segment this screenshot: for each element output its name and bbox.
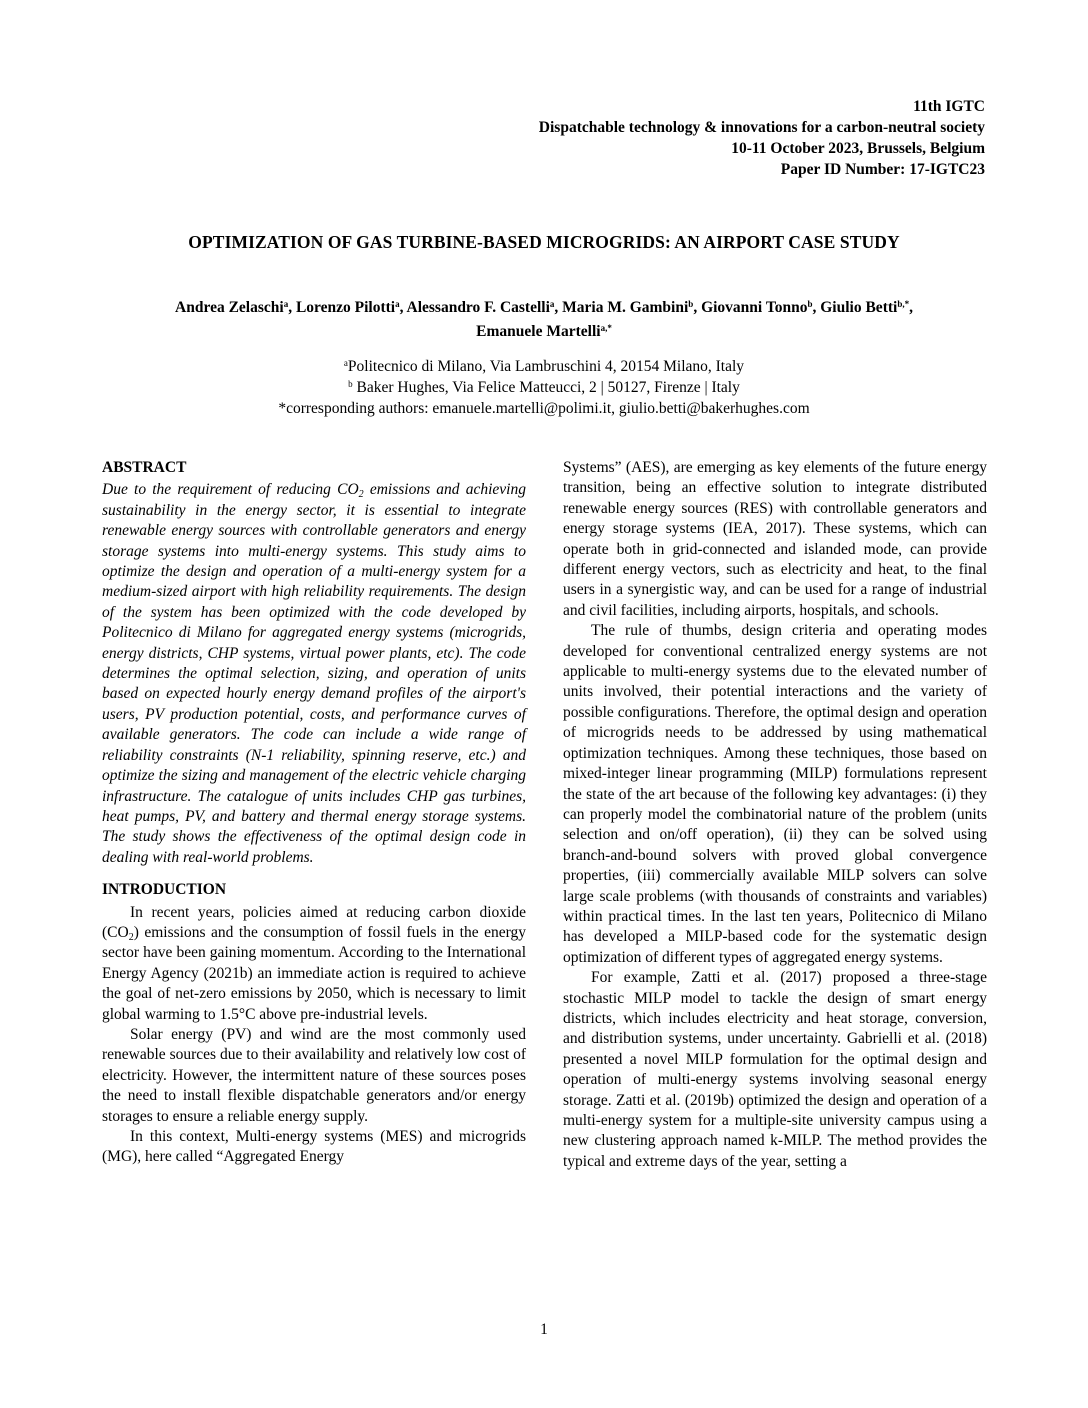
affiliation-a xyxy=(0,356,1088,377)
author-list: Andrea Zelaschi$^a$, Lorenzo Pilotti$^a$, Alessandro F. Castelli$^a$, Maria M. Gambini$^b$, Giovanni Tonno$^b$, Giulio Betti$^{b,*}$, Emanuele Martelli$^{a,*}$ xyxy=(175,299,913,340)
intro-paragraph-1 xyxy=(102,903,526,1025)
page-number: 1 xyxy=(540,1321,548,1338)
abstract-text-part: Due to the requirement of reducing CO xyxy=(102,481,359,499)
author-name: Giulio Betti xyxy=(820,299,898,316)
introduction-heading: INTRODUCTION xyxy=(102,881,227,899)
author-name: Andrea Zelaschi xyxy=(175,299,284,316)
affiliations xyxy=(0,356,1088,419)
author-affiliation-mark: a,* xyxy=(600,323,612,333)
affiliation-b xyxy=(0,377,1088,398)
author-affiliation-mark: b xyxy=(807,299,813,309)
conference-date-location: 10-11 October 2023, Brussels, Belgium xyxy=(731,140,985,157)
conference-theme: Dispatchable technology & innovations for a carbon-neutral society xyxy=(538,119,985,136)
intro-paragraph-5: For example, Zatti et al. (2017) proposed a three-stage stochastic MILP model to tackle the design of smart energy districts, which includes electricity and heat storage, conversion, and distribution systems, under uncertainty. Gabrielli et al. (2018) presented a novel MILP formulation for the optimal design and operation of multi-energy systems involving seasonal energy storage. Zatti et al. (2019b) optimized the design and operation of a multi-energy system for a multiple-site university campus using a new clustering approach named k-MILP. The method provides the typical and extreme days of the year, setting a xyxy=(563,969,987,1170)
conference-header xyxy=(539,96,985,180)
conference-name: 11th IGTC xyxy=(913,98,985,115)
author-name: Alessandro F. Castelli xyxy=(406,299,550,316)
author-name: Lorenzo Pilotti xyxy=(295,299,396,316)
intro-paragraph-3-continued: Systems” (AES), are emerging as key elements of the future energy transition, being an effective solution to integrate distributed renewable energy sources (RES) with controllable generators and energy storage systems (IEA, 2017). These systems, which can operate both in grid-connected and islanded mode, can provide different energy vectors, such as electricity and heat, to the final users in a synergistic way, and can be used for a range of industrial and civil facilities, including airports, hospitals, and schools. xyxy=(563,459,987,619)
abstract-text xyxy=(102,480,526,868)
corresponding-authors: *corresponding authors: emanuele.martelli@polimi.it, giulio.betti@bakerhughes.com xyxy=(278,400,810,417)
author-name: Emanuele Martelli xyxy=(476,323,601,340)
paragraph-text-part: In recent years, policies aimed at reducing carbon dioxide (CO xyxy=(102,903,526,941)
author-name: Giovanni Tonno xyxy=(701,299,808,316)
affiliation-mark: a xyxy=(343,358,348,368)
author-affiliation-mark: a xyxy=(283,299,289,309)
affiliation-text: Politecnico di Milano, Via Lambruschini 4, 20154 Milano, Italy xyxy=(347,358,745,375)
affiliation-mark: b xyxy=(348,379,353,389)
author-affiliation-mark: a xyxy=(549,299,555,309)
author-affiliation-mark: b xyxy=(688,299,694,309)
left-column xyxy=(102,458,526,1168)
paper-id: Paper ID Number: 17-IGTC23 xyxy=(780,161,985,178)
abstract-text-part: emissions and achieving sustainability in the energy sector, it is essential to integrate renewable energy sources with controllable generators and energy storage systems into multi-energy systems. This study aims to optimize the design and operation of a multi-energy system for a medium-sized airport with high reliability requirements. The design of the system has been optimized with the code developed by Politecnico di Milano for aggregated energy systems (microgrids, energy districts, CHP systems, virtual power plants, etc). The code determines the optimal selection, sizing, and operation of units based on expected hourly energy demand profiles of the airport's users, PV production potential, costs, and performance curves of available generators. The code can include a wide range of reliability constraints (N-1 reliability, spinning reserve, etc.) and optimize the sizing and management of the electric vehicle charging infrastructure. The catalogue of units includes CHP gas turbines, heat pumps, PV, and battery and thermal energy storage systems. The study shows the effectiveness of the optimal design code in dealing with real-world problems. xyxy=(102,481,526,866)
author-affiliation-mark: b,* xyxy=(897,299,910,309)
subscript: 2 xyxy=(128,931,134,943)
subscript: 2 xyxy=(358,489,364,501)
abstract-heading: ABSTRACT xyxy=(102,459,187,476)
intro-paragraph-4: The rule of thumbs, design criteria and operating modes developed for conventional centralized energy systems are not applicable to multi-energy systems due to the elevated number of units involved, their potential interactions and the variety of possible configurations. Therefore, the optimal design and operation of microgrids needs to be addressed by using mathematical optimization techniques. Among these techniques, those based on mixed-integer linear programming (MILP) formulations represent the state of the art because of the following key advantages: (i) they can properly model the combinatorial nature of the problem (units selection and on/off operation), (ii) they can be solved using branch-and-bound solvers with proved global convergence properties, (iii) commercially available MILP solvers can solve large scale problems (with thousands of constraints and variables) within practical times. In the last ten years, Politecnico di Milano has developed a MILP-based code for the systematic design optimization of different types of aggregated energy systems. xyxy=(563,622,987,966)
paragraph-text-part: ) emissions and the consumption of fossil fuels in the energy sector have been gaining momentum. According to the International Energy Agency (2021b) an immediate action is required to achieve the goal of net-zero emissions by 2050, which is necessary to limit global warming to 1.5°C above pre-industrial levels. xyxy=(102,923,526,1023)
paper-title: OPTIMIZATION OF GAS TURBINE-BASED MICROGRIDS: AN AIRPORT CASE STUDY xyxy=(188,232,900,252)
right-column xyxy=(563,458,987,1172)
intro-paragraph-2: Solar energy (PV) and wind are the most commonly used renewable sources due to their availability and relatively low cost of electricity. However, the intermittent nature of these sources poses the need to install flexible dispatchable generators and/or energy storages to ensure a reliable energy supply. xyxy=(102,1025,526,1125)
intro-paragraph-3-start: In this context, Multi-energy systems (MES) and microgrids (MG), here called “Aggregated Energy xyxy=(102,1128,526,1166)
affiliation-text: Baker Hughes, Via Felice Matteucci, 2 | 50127, Firenze | Italy xyxy=(352,379,740,396)
author-name: Maria M. Gambini xyxy=(562,299,689,316)
author-affiliation-mark: a xyxy=(395,299,400,309)
